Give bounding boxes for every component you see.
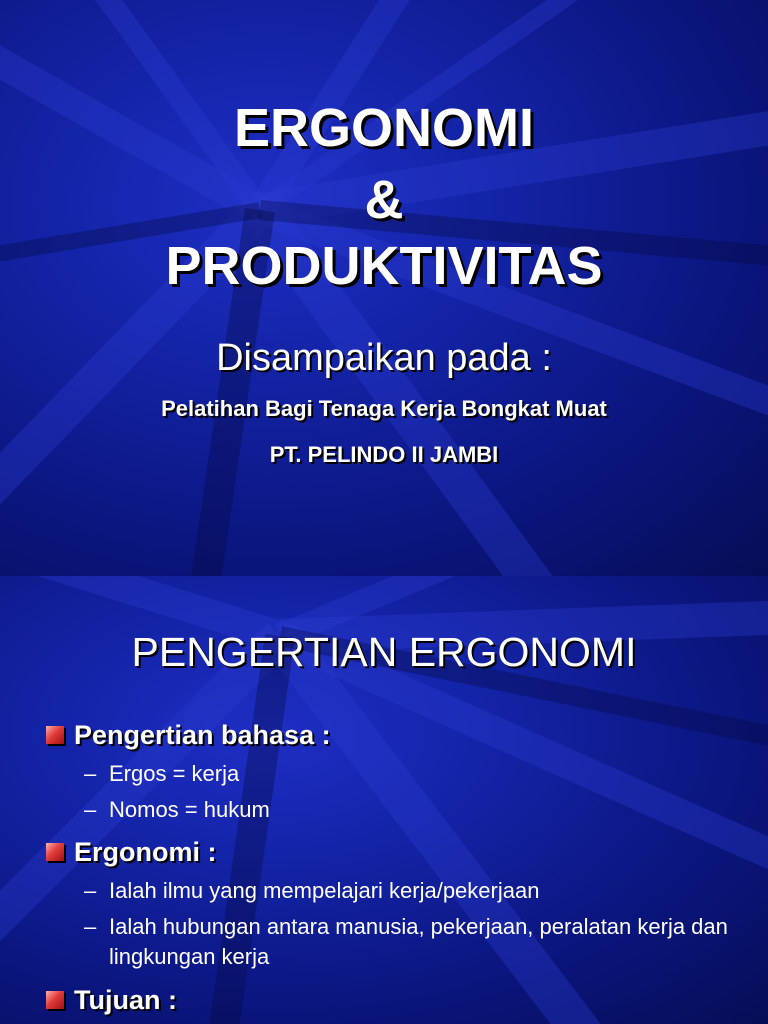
list-item-text: Ergos = kerja (109, 761, 240, 786)
bullet-ergonomi (46, 836, 217, 868)
bullet-tujuan (46, 984, 177, 1016)
title-line-2: & (364, 170, 404, 230)
list-item-text: Ialah hubungan antara manusia, pekerjaan, peralatan kerja dan lingkungan kerja (109, 914, 728, 969)
dash-icon: – (84, 878, 97, 903)
list-item (84, 759, 744, 789)
bullet-square-icon (46, 843, 64, 861)
organization-name: PT. PELINDO II JAMBI (269, 442, 499, 467)
list-item (84, 876, 744, 906)
bullet-square-icon (46, 991, 64, 1009)
dash-icon: – (84, 914, 97, 939)
bullet-label: Pengertian bahasa : (74, 720, 331, 750)
dash-icon: – (84, 761, 97, 786)
list-item (84, 912, 744, 972)
bullet-square-icon (46, 726, 64, 744)
content-slide (0, 576, 768, 1024)
event-name: Pelatihan Bagi Tenaga Kerja Bongkat Muat (161, 396, 607, 421)
dash-icon: – (84, 797, 97, 822)
list-item-text: Ialah ilmu yang mempelajari kerja/pekerjaan (109, 878, 540, 903)
title-line-1: ERGONOMI (233, 98, 534, 158)
title-line-3: PRODUKTIVITAS (165, 236, 603, 296)
slide-heading: PENGERTIAN ERGONOMI (131, 629, 637, 675)
bullet-label: Tujuan : (74, 985, 177, 1015)
list-item (84, 795, 744, 825)
list-item-text: Nomos = hukum (109, 797, 270, 822)
bullet-label: Ergonomi : (74, 837, 217, 867)
subtitle: Disampaikan pada : (216, 337, 552, 379)
bullet-pengertian-bahasa (46, 719, 331, 751)
